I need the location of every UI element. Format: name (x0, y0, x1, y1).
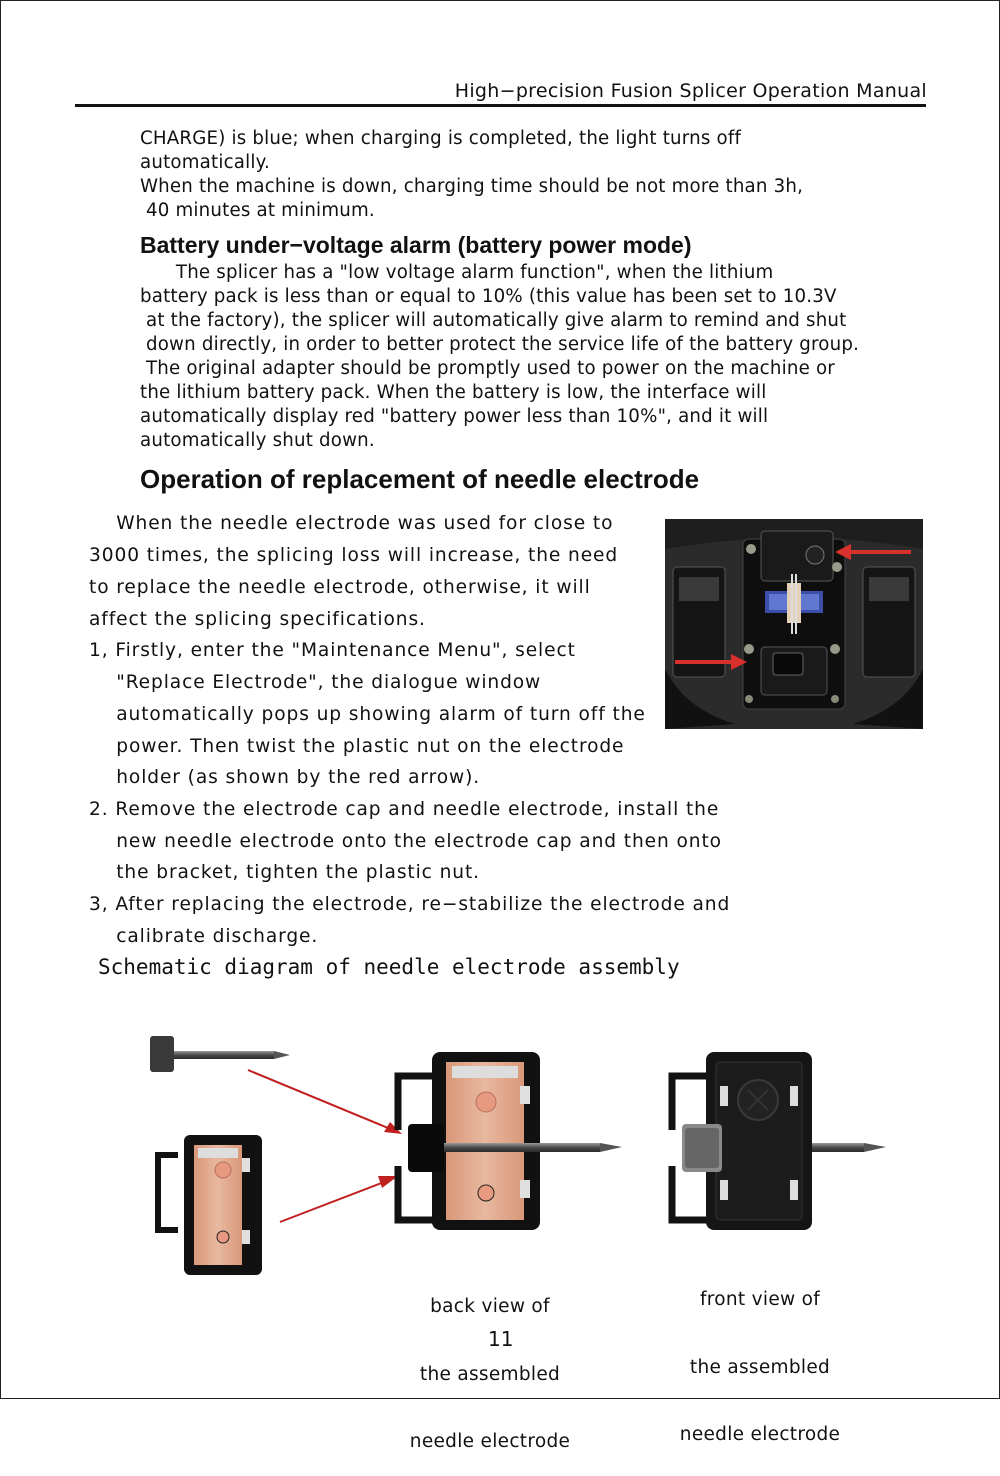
step-1-line: holder (as shown by the red arrow). (89, 767, 481, 788)
step-2-line: the bracket, tighten the plastic nut. (89, 862, 480, 883)
battery-line: automatically display red "battery power less than 10%", and it will (140, 406, 769, 427)
step-3-line: calibrate discharge. (89, 926, 319, 947)
battery-line: The splicer has a "low voltage alarm function", when the lithium (140, 262, 774, 283)
electrode-line: When the needle electrode was used for close to (89, 513, 614, 534)
step-3-line: 3, After replacing the electrode, re−stabilize the electrode and (89, 894, 731, 915)
battery-heading: Battery under−voltage alarm (battery power mode) (140, 232, 692, 258)
electrode-heading: Operation of replacement of needle electrode (140, 464, 700, 494)
caption-line: needle electrode (679, 1424, 841, 1445)
caption-line: back view of (430, 1296, 550, 1317)
back-view-caption (390, 1251, 590, 1476)
battery-line: The original adapter should be promptly used to power on the machine or (140, 358, 835, 379)
running-header: High−precision Fusion Splicer Operation Manual (454, 80, 927, 102)
charge-line: When the machine is down, charging time should be not more than 3h, (140, 176, 804, 197)
front-view-assembly (672, 1052, 886, 1230)
battery-line: automatically shut down. (140, 430, 375, 451)
caption-line: front view of (699, 1289, 821, 1310)
step-1-line: 1, Firstly, enter the "Maintenance Menu", select (89, 640, 576, 661)
step-1-line: "Replace Electrode", the dialogue window (89, 672, 542, 693)
charge-line: 40 minutes at minimum. (140, 200, 375, 221)
needle-electrode (150, 1036, 290, 1072)
step-1-line: automatically pops up showing alarm of turn off the (89, 704, 646, 725)
charge-line: CHARGE) is blue; when charging is completed, the light turns off (140, 128, 742, 149)
battery-line: battery pack is less than or equal to 10% (this value has been set to 10.3V (140, 286, 837, 307)
battery-line: down directly, in order to better protect the service life of the battery group. (140, 334, 860, 355)
step-1-line: power. Then twist the plastic nut on the electrode (89, 736, 625, 757)
electrode-line: 3000 times, the splicing loss will increase, the need (89, 545, 619, 566)
electrode-cap (158, 1135, 262, 1275)
caption-line: the assembled (419, 1363, 561, 1385)
battery-line: at the factory), the splicer will automatically give alarm to remind and shut (140, 310, 847, 331)
diagram-title: Schematic diagram of needle electrode assembly (98, 955, 680, 979)
header-rule (75, 104, 926, 107)
front-view-caption (660, 1244, 860, 1469)
electrode-line: affect the splicing specifications. (89, 609, 426, 630)
battery-line: the lithium battery pack. When the battery is low, the interface will (140, 382, 767, 403)
page-number: 11 (488, 1327, 514, 1351)
caption-line: the assembled (689, 1356, 831, 1378)
back-view-assembly (398, 1052, 622, 1230)
electrode-line: to replace the needle electrode, otherwise, it will (89, 577, 591, 598)
electrode-holder-photo (665, 519, 923, 729)
step-2-line: new needle electrode onto the electrode cap and then onto (89, 831, 722, 852)
step-2-line: 2. Remove the electrode cap and needle electrode, install the (89, 799, 720, 820)
charge-line: automatically. (140, 152, 270, 173)
caption-line: needle electrode (409, 1431, 571, 1452)
